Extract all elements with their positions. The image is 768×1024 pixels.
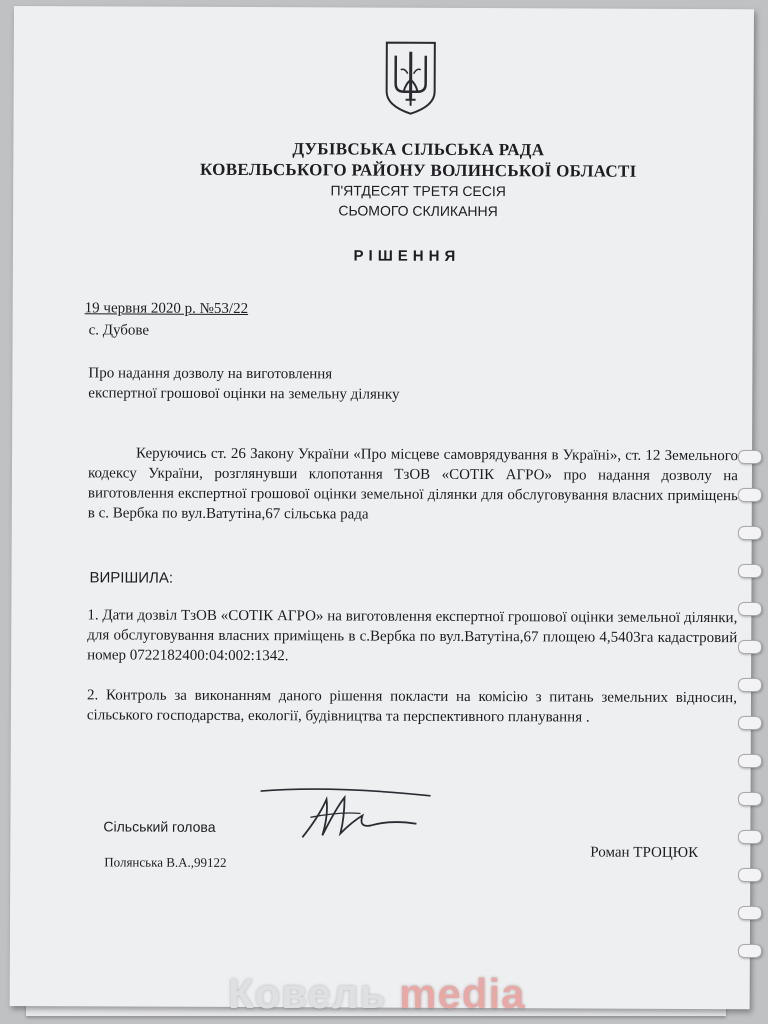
decision-subject	[88, 363, 399, 404]
binding-ring	[738, 602, 762, 616]
binding-ring	[738, 716, 762, 730]
binding-ring	[738, 944, 762, 958]
trident-emblem-icon	[384, 40, 438, 116]
binding-ring	[738, 640, 762, 654]
binding-ring	[738, 678, 762, 692]
executor-info: Полянська В.А.,99122	[104, 854, 227, 870]
binding-ring	[738, 792, 762, 806]
decision-item-2: 2. Контроль за виконанням даного рішення покласти на комісію з питань земельних відносин, сільського господарства, екології, будівництва та перспективного планування .	[86, 687, 738, 726]
comb-binding	[730, 450, 768, 1010]
watermark-part-1: Ковель	[228, 970, 387, 1017]
signature-title: Сільський голова	[103, 818, 216, 835]
binding-ring	[738, 450, 762, 464]
binding-ring	[738, 830, 762, 844]
watermark-part-2: media	[399, 970, 526, 1017]
handwritten-signature	[240, 777, 440, 848]
preamble-paragraph: Керуючись ст. 26 Закону України «Про місцеве самоврядування в Україні», ст. 12 Земельного кодексу України, розглянувши клопотання ТзОВ «СОТІК АГРО» про надання дозволу на виготовлення експертної грошової оцінки земельної ділянки для обслуговування власних приміщень в с. Вербка по вул.Ватутіна,67 сільська рада	[87, 445, 739, 523]
decided-label: ВИРІШИЛА:	[89, 569, 174, 587]
signer-name: Роман ТРОЦЮК	[590, 844, 699, 861]
binding-ring	[738, 526, 762, 540]
session-label: П'ЯТДЕСЯТ ТРЕТЯ СЕСІЯ	[330, 182, 506, 200]
place: с. Дубове	[88, 322, 150, 339]
document-page	[10, 6, 754, 1009]
binding-ring	[738, 906, 762, 920]
document-title: РІШЕННЯ	[353, 247, 461, 265]
binding-ring	[738, 564, 762, 578]
binding-ring	[738, 488, 762, 502]
council-name: ДУБІВСЬКА СІЛЬСЬКА РАДА	[292, 139, 545, 160]
binding-ring	[738, 868, 762, 882]
subject-line-2: експертної грошової оцінки на земельну ділянку	[88, 385, 400, 403]
decision-item-1: 1. Дати дозвіл ТзОВ «СОТІК АГРО» на виготовлення експертної грошової оцінки земельної ділянки, для обслуговування власних приміщень в с.Вербка по вул.Ватутіна,67 площею 4,5403га кадастровий номер 0722182400:04:002:1342.	[87, 607, 738, 665]
district-name: КОВЕЛЬСЬКОГО РАЙОНУ ВОЛИНСЬКОЇ ОБЛАСТІ	[199, 159, 637, 181]
site-watermark	[228, 970, 525, 1018]
date-number: 19 червня 2020 р. №53/22	[84, 300, 249, 318]
subject-line-1: Про надання дозволу на виготовлення	[88, 365, 333, 383]
binding-ring	[738, 754, 762, 768]
convocation-label: СЬОМОГО СКЛИКАННЯ	[338, 202, 498, 220]
